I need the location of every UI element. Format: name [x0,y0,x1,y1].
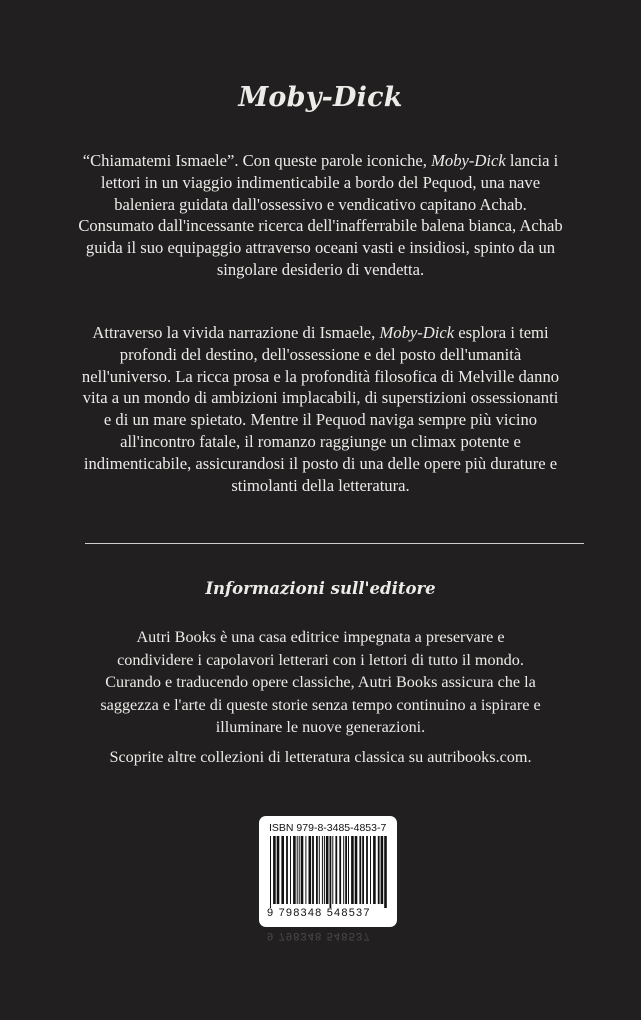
barcode-bar [293,836,296,904]
barcode-bar [378,836,380,904]
description-paragraph-1 [78,150,563,281]
barcode-bar [322,836,323,904]
barcode-bar [319,836,320,904]
barcode-bar [355,836,358,904]
barcode-bar [286,836,288,904]
publisher-heading: Informazioni sull'editore [205,579,436,598]
isbn-barcode [259,816,397,927]
divider [85,543,584,544]
barcode-bar [312,836,314,904]
barcode-bar [273,836,276,904]
barcode-bar [270,836,271,908]
barcode-bar [381,836,384,904]
barcode-bar [345,836,347,904]
publisher-about: Autri Books è una casa editrice impegnata a preservare e condividere i capolavori letterari con i lettori di tutto il mondo. Curando e traducendo opere classiche, Autri Books assicura che la saggezza e l'arte di queste storie senza tempo continuino a ispirare e illuminare le nuove generazioni. [100,628,541,736]
barcode-bar [277,836,280,904]
barcode-bar [384,836,387,908]
barcode-reflection [259,930,397,956]
description-paragraph-2 [78,322,563,496]
p1-text-before: “Chiamatemi Ismaele”. Con queste parole iconiche, [82,151,432,170]
barcode-bar [326,836,329,904]
barcode-bar [370,836,371,904]
barcode-digits: 9 798348 548537 [267,907,371,919]
isbn-label: ISBN 979-8-3485-4853-7 [269,822,387,834]
barcode-bars [270,836,388,908]
barcode-reflection-digits: 9 798348 548537 [267,930,371,942]
barcode-bar [324,836,325,904]
barcode-bar [309,836,312,904]
barcode-bar [366,836,368,904]
barcode-bar [351,836,354,904]
p2-title-italic: Moby-Dick [379,323,455,342]
p1-text-after: lancia i lettori in un viaggio indimenticabile a bordo del Pequod, una nave baleniera guidata dall'ossessivo e vendicativo capitano Achab. Consumato dall'incessante ricerca dell'inafferrabile balena bianca, Achab guida il suo equipaggio attraverso oceani vasti e insidiosi, spinto da un singolare desiderio di vendetta. [78,151,563,279]
barcode-bar [297,836,298,904]
p2-text-before: Attraverso la vivida narrazione di Ismaele, [92,323,380,342]
barcode-bar [330,836,332,908]
barcode-bar [339,836,341,904]
p1-title-italic: Moby-Dick [431,151,506,170]
barcode-bar [332,836,333,904]
p2-text-after: esplora i temi profondi del destino, dell'ossessione e del posto dell'umanità nell'universo. La ricca prosa e la profondità filosofica di Melville danno vita a un mondo di ambizioni implacabili, di superstizioni ossessionanti e di un mare spietato. Mentre il Pequod naviga sempre più vicino all'incontro fatale, il romanzo raggiunge un climax potente e indimenticabile, assicurandosi il posto di una delle opere più durature e stimolanti della letteratura. [81,323,560,495]
barcode-bar [305,836,306,904]
barcode-bar [348,836,349,904]
barcode-bar [281,836,284,904]
publisher-more-collections: Scoprite altre collezioni di letteratura classica su autribooks.com. [109,748,532,766]
barcode-bar [343,836,344,904]
barcode-bar [290,836,291,904]
barcode-bar [359,836,361,904]
barcode-bar [299,836,300,904]
barcode-bar [373,836,376,904]
barcode-bar [335,836,337,904]
barcode-bar [316,836,318,904]
barcode-bar [301,836,304,904]
barcode-bar [362,836,364,904]
book-title: Moby-Dick [238,82,403,113]
